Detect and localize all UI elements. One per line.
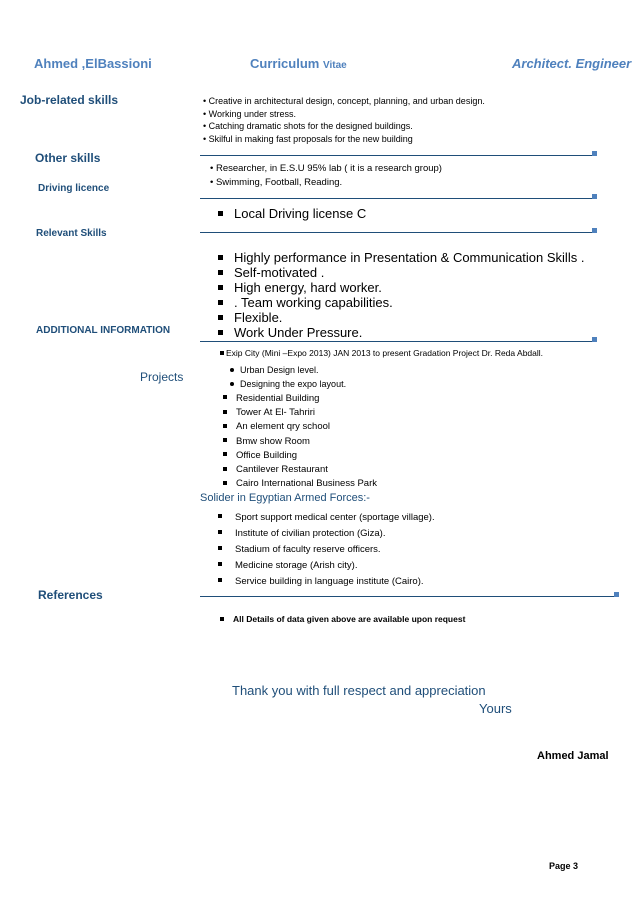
square-bullet-icon [223, 481, 227, 485]
list-item-text: Urban Design level. [240, 365, 319, 375]
square-bullet-icon [218, 300, 223, 305]
label-job-related: Job-related skills [20, 93, 119, 107]
list-item: • Working under stress. [203, 108, 297, 119]
other-skills-list [210, 162, 442, 190]
square-bullet-icon [218, 546, 222, 550]
list-item [218, 310, 584, 325]
list-item [218, 280, 584, 295]
square-bullet-icon [218, 530, 222, 534]
references-item [220, 614, 465, 624]
list-item [218, 542, 435, 558]
list-item [223, 463, 377, 477]
square-bullet-icon [223, 424, 227, 428]
list-item-text: Flexible. [234, 310, 283, 325]
page-number: Page 3 [549, 861, 579, 871]
list-item [230, 377, 346, 391]
list-item [218, 574, 435, 590]
header-name: Ahmed ,ElBassioni [34, 56, 152, 71]
label-driving-licence: Driving licence [38, 183, 110, 194]
list-item-text: Tower At El- Tahriri [236, 407, 316, 419]
list-item [218, 526, 435, 542]
job-skills-list [203, 95, 485, 145]
list-item-text: Institute of civilian protection (Giza). [235, 528, 386, 539]
projects-intro-text: Exip City (Mini –Expo 2013) JAN 2013 to present Gradation Project Dr. Reda Abdall. [226, 348, 544, 358]
list-item: • Skilful in making fast proposals for the new building [203, 133, 413, 144]
square-bullet-icon [218, 285, 223, 290]
list-item [218, 325, 584, 340]
square-bullet-icon [218, 315, 223, 320]
square-bullet-icon [220, 617, 224, 621]
list-item: • Swimming, Football, Reading. [210, 177, 343, 188]
circle-bullet-icon [230, 382, 234, 386]
label-relevant-skills: Relevant Skills [36, 228, 107, 239]
list-item: • Catching dramatic shots for the designed buildings. [203, 121, 413, 131]
driving-item [218, 206, 366, 221]
army-heading: Solider in Egyptian Armed Forces:- [200, 492, 370, 504]
header-cv [250, 56, 347, 71]
square-bullet-icon [218, 578, 222, 582]
list-item [223, 435, 377, 449]
header-cv-word2: Vitae [322, 60, 347, 71]
list-item-text: . Team working capabilities. [234, 295, 393, 310]
label-other-skills: Other skills [35, 151, 101, 165]
square-bullet-icon [223, 467, 227, 471]
list-item-text: Stadium of faculty reserve officers. [235, 544, 381, 555]
projects-circle-list [230, 363, 346, 391]
closing-yours: Yours [479, 701, 512, 716]
list-item-text: Work Under Pressure. [234, 325, 363, 340]
signature-name: Ahmed Jamal [537, 750, 609, 762]
list-item-text: Medicine storage (Arish city). [235, 560, 358, 571]
square-bullet-icon [223, 410, 227, 414]
references-text: All Details of data given above are available upon request [233, 614, 466, 624]
circle-bullet-icon [230, 368, 234, 372]
list-item-text: Residential Building [236, 393, 320, 404]
square-bullet-icon [223, 395, 227, 399]
list-item [223, 420, 377, 434]
square-bullet-icon [218, 255, 223, 260]
square-bullet-icon [223, 452, 227, 456]
square-bullet-icon [223, 438, 227, 442]
list-item [223, 477, 377, 491]
list-item-text: Sport support medical center (sportage village). [235, 512, 435, 523]
list-item [223, 406, 377, 420]
list-item: • Researcher, in E.S.U 95% lab ( it is a research group) [210, 163, 442, 174]
section-divider [200, 232, 596, 233]
header-title: Architect. Engineer [512, 56, 632, 71]
square-bullet-icon [218, 270, 223, 275]
list-item [223, 449, 377, 463]
list-item: • Creative in architectural design, concept, planning, and urban design. [203, 96, 485, 106]
relevant-skills-list [218, 250, 584, 340]
square-bullet-icon [220, 351, 224, 355]
section-divider [200, 155, 596, 156]
list-item [218, 295, 584, 310]
list-item [230, 363, 346, 377]
army-list [218, 510, 435, 590]
list-item [223, 392, 377, 406]
label-additional-info: ADDITIONAL INFORMATION [36, 325, 171, 336]
label-projects: Projects [140, 370, 184, 384]
list-item-text: Designing the expo layout. [240, 379, 347, 389]
list-item [218, 265, 584, 280]
projects-intro [220, 348, 543, 358]
list-item [218, 510, 435, 526]
list-item-text: High energy, hard worker. [234, 280, 382, 295]
list-item [218, 250, 584, 265]
list-item [218, 558, 435, 574]
square-bullet-icon [218, 514, 222, 518]
header-cv-word1: Curriculum [250, 56, 320, 71]
square-bullet-icon [218, 330, 223, 335]
closing-thanks: Thank you with full respect and appreciation [232, 683, 486, 698]
list-item-text: An element qry school [236, 421, 330, 433]
list-item-text: Office Building [236, 449, 298, 461]
list-item-text: Self-motivated . [234, 265, 325, 280]
list-item-text: Cantilever Restaurant [236, 464, 328, 476]
list-item-text: Highly performance in Presentation & Communication Skills . [234, 250, 585, 265]
list-item-text: Service building in language institute (Cairo). [235, 576, 424, 587]
label-references: References [38, 588, 103, 602]
section-divider [200, 341, 596, 342]
list-item-text: Cairo International Business Park [236, 478, 377, 490]
square-bullet-icon [218, 211, 223, 216]
projects-square-list [223, 392, 377, 491]
section-divider [200, 198, 596, 199]
square-bullet-icon [218, 562, 222, 566]
section-divider [200, 596, 618, 597]
list-item-text: Bmw show Room [236, 435, 310, 447]
driving-text: Local Driving license C [234, 206, 367, 221]
